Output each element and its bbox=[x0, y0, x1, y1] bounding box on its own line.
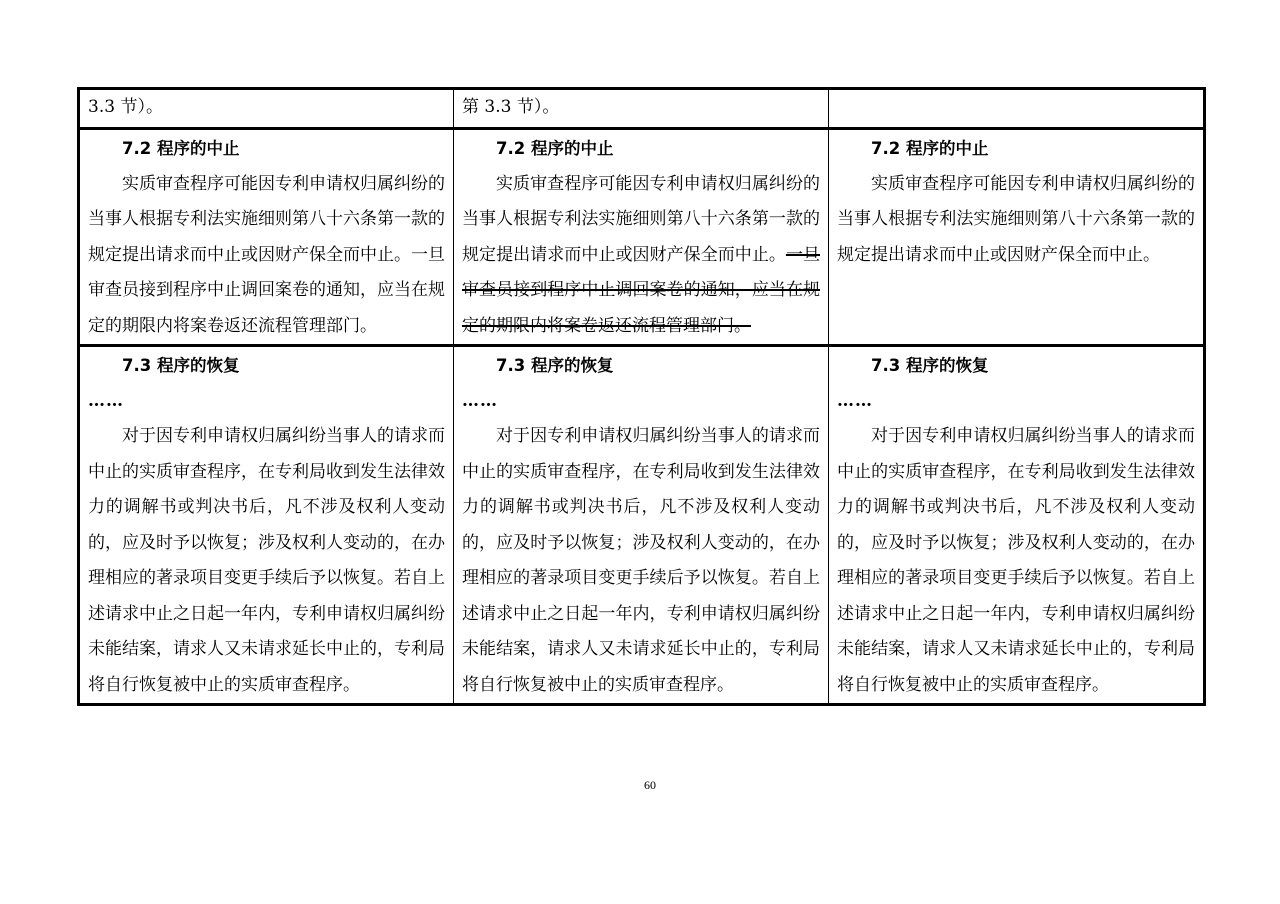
paragraph: 对于因专利申请权归属纠纷当事人的请求而中止的实质审查程序，在专利局收到发生法律效力的调解书或判决书后，凡不涉及权利人变动的，应及时予以恢复；涉及权利人变动的，在办理相应的著录项目变更手续后予以恢复。若自上述请求中止之日起一年内，专利申请权归属纠纷未能结案，请求人又未请求延长中止的，专利局将自行恢复被中止的实质审查程序。 bbox=[462, 426, 820, 695]
cell-r3-c1 bbox=[79, 346, 454, 705]
cell-r2-c3 bbox=[829, 129, 1205, 346]
page-number: 60 bbox=[644, 778, 656, 792]
cell-text: 第 3.3 节）。 bbox=[462, 97, 560, 117]
paragraph-text: 实质审查程序可能因专利申请权归属纠纷的当事人根据专利法实施细则第八十六条第一款的规定提出请求而中止或因财产保全而中止。 bbox=[462, 173, 820, 265]
cell-r1-c2 bbox=[454, 89, 829, 129]
section-heading: 7.2 程序的中止 bbox=[122, 139, 240, 158]
cell-r2-c1 bbox=[79, 129, 454, 346]
table-row bbox=[79, 346, 1205, 705]
section-heading: 7.2 程序的中止 bbox=[496, 139, 614, 158]
cell-r2-c2 bbox=[454, 129, 829, 346]
cell-text: 3.3 节）。 bbox=[88, 97, 163, 117]
cell-r1-c3 bbox=[829, 89, 1205, 129]
cell-r3-c3 bbox=[829, 346, 1205, 705]
section-heading: 7.3 程序的恢复 bbox=[122, 356, 240, 375]
cell-r1-c1 bbox=[79, 89, 454, 129]
ellipsis: …… bbox=[837, 390, 873, 411]
paragraph bbox=[88, 167, 445, 345]
paragraph: 对于因专利申请权归属纠纷当事人的请求而中止的实质审查程序，在专利局收到发生法律效力的调解书或判决书后，凡不涉及权利人变动的，应及时予以恢复；涉及权利人变动的，在办理相应的著录项目变更手续后予以恢复。若自上述请求中止之日起一年内，专利申请权归属纠纷未能结案，请求人又未请求延长中止的，专利局将自行恢复被中止的实质审查程序。 bbox=[837, 426, 1195, 695]
paragraph bbox=[837, 167, 1195, 274]
table-row bbox=[79, 129, 1205, 346]
ellipsis: …… bbox=[88, 390, 124, 411]
section-heading: 7.3 程序的恢复 bbox=[871, 356, 989, 375]
paragraph-text: 实质审查程序可能因专利申请权归属纠纷的当事人根据专利法实施细则第八十六条第一款的规定提出请求而中止或因财产保全而中止。 bbox=[837, 173, 1195, 265]
cell-r3-c2 bbox=[454, 346, 829, 705]
paragraph: 对于因专利申请权归属纠纷当事人的请求而中止的实质审查程序，在专利局收到发生法律效力的调解书或判决书后，凡不涉及权利人变动的，应及时予以恢复；涉及权利人变动的，在办理相应的著录项目变更手续后予以恢复。若自上述请求中止之日起一年内，专利申请权归属纠纷未能结案，请求人又未请求延长中止的，专利局将自行恢复被中止的实质审查程序。 bbox=[88, 426, 445, 695]
table-row bbox=[79, 89, 1205, 129]
section-heading: 7.2 程序的中止 bbox=[871, 139, 989, 158]
paragraph-text: 实质审查程序可能因专利申请权归属纠纷的当事人根据专利法实施细则第八十六条第一款的规定提出请求而中止或因财产保全而中止。一旦审查员接到程序中止调回案卷的通知，应当在规定的期限内将案卷返还流程管理部门。 bbox=[88, 173, 445, 336]
paragraph bbox=[462, 167, 820, 345]
comparison-table bbox=[77, 87, 1206, 706]
section-heading: 7.3 程序的恢复 bbox=[496, 356, 614, 375]
deleted-text: 一旦审查员接到程序中止调回案卷的通知，应当在规定的期限内将案卷返还流程管理部门。 bbox=[462, 244, 821, 336]
ellipsis: …… bbox=[462, 390, 498, 411]
